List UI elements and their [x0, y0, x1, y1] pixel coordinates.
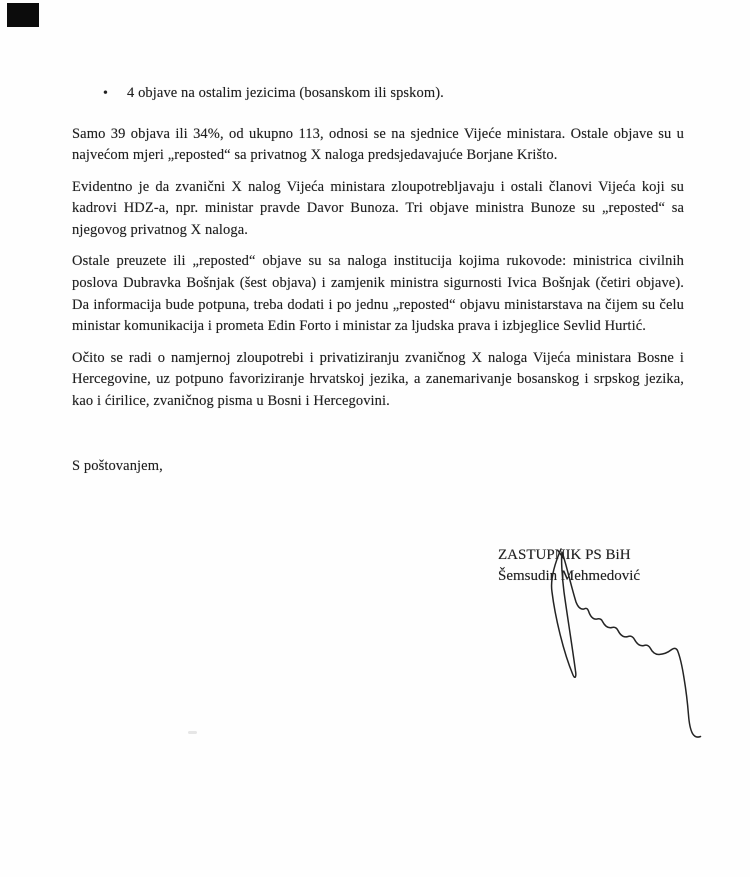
letter-body: [72, 83, 684, 477]
bullet-list-item: [72, 83, 684, 105]
signature-block: [498, 545, 640, 587]
paragraph-3: Ostale preuzete ili „reposted“ objave su sa naloga institucija kojima rukovode: ministrica civilnih poslova Dubravka Bošnjak (šest objava) i zamjenik ministra sigurnosti Ivica Bošnjak (četiri objave). Da informacija bude potpuna, treba dodati i po jednu „reposted“ objavu ministarstava na čijem su čelu ministar komunikacija i prometa Edin Forto i ministar za ljudska prava i izbjeglice Sevlid Hurtić.: [72, 253, 684, 335]
signature-title: ZASTUPNIK PS BiH: [498, 547, 631, 563]
closing-salutation: S poštovanjem,: [72, 457, 163, 474]
paragraph-4: Očito se radi o namjernoj zloupotrebi i privatiziranju zvaničnog X naloga Vijeća ministara Bosne i Hercegovine, uz potpuno favoriziranje hrvatskoj jezika, a zanemarivanje bosanskog i srpskog jezika, kao i ćirilice, zvaničnog pisma u Bosni i Hercegovini.: [72, 349, 684, 409]
scan-corner-mark: [7, 3, 39, 27]
bullet-icon: •: [103, 86, 109, 101]
bullet-item-text: 4 objave na ostalim jezicima (bosanskom ili spskom).: [127, 85, 444, 101]
scan-smudge-mark: [188, 731, 197, 734]
paragraph-2: Evidentno je da zvanični X nalog Vijeća ministara zloupotrebljavaju i ostali članovi Vijeća koji su kadrovi HDZ-a, npr. ministar pravde Davor Bunoza. Tri objave ministra Bunoze su „reposted“ sa njegovog privatnog X naloga.: [72, 178, 684, 239]
paragraph-1: Samo 39 objava ili 34%, od ukupno 113, odnosi se na sjednice Vijeće ministara. Ostale objave su u najvećom mjeri „reposted“ sa privatnog X naloga predsjedavajuće Borjane Krišto.: [72, 125, 684, 164]
signature-name: Šemsudin Mehmedović: [498, 568, 641, 584]
